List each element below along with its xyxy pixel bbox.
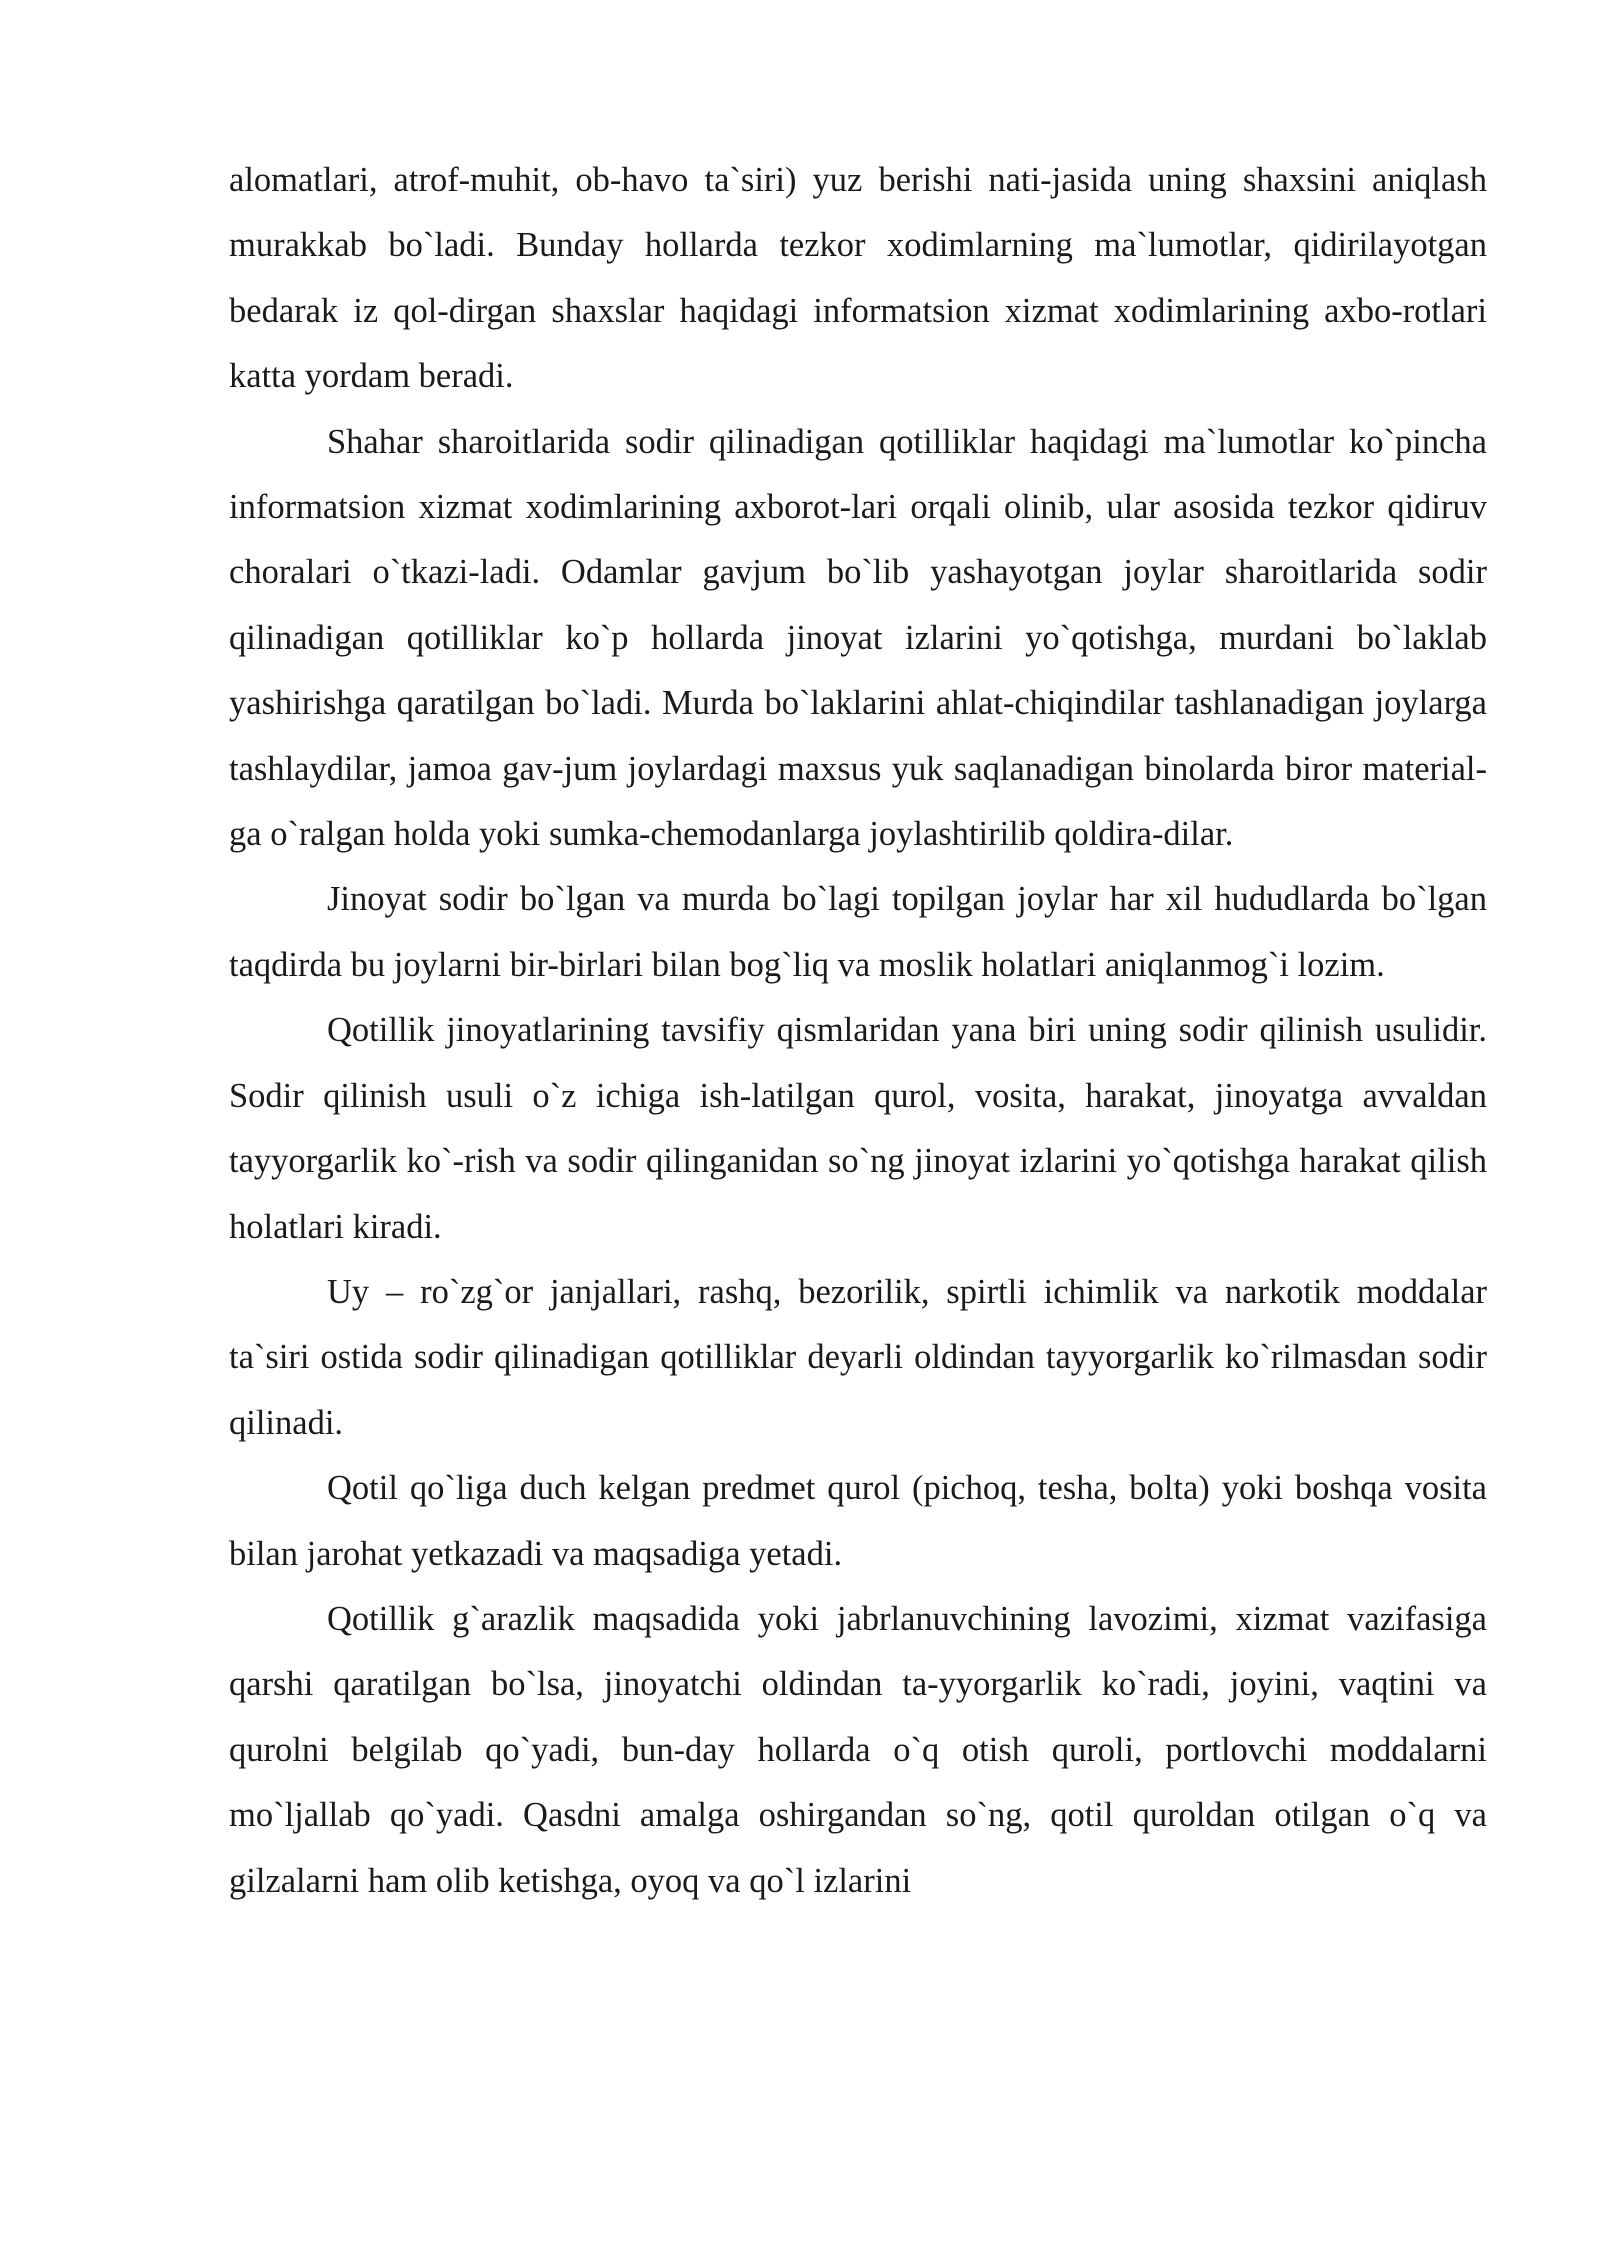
paragraph: Shahar sharoitlarida sodir qilinadigan qotilliklar haqidagi ma`lumotlar ko`pincha informatsion xizmat xodimlarining axborot-lari orqali olinib, ular asosida tezkor qidiruv choralari o`tkazi-ladi. Odamlar gavjum bo`lib yashayotgan joylar sharoitlarida sodir qilinadigan qotilliklar ko`p hollarda jinoyat izlarini yo`qotishga, murdani bo`laklab yashirishga qaratilgan bo`ladi. Murda bo`laklarini ahlat-chiqindilar tashlanadigan joylarga tashlaydilar, jamoa gav-jum joylardagi maxsus yuk saqlanadigan binolarda biror material-ga o`ralgan holda yoki sumka-chemodanlarga joylashtirilib qoldira-dilar. <box>229 422 1487 854</box>
paragraph: Jinoyat sodir bo`lgan va murda bo`lagi topilgan joylar har xil hududlarda bo`lgan taqdirda bu joylarni bir-birlari bilan bog`liq va moslik holatlari aniqlanmog`i lozim. <box>229 880 1487 984</box>
paragraph: Qotillik g`arazlik maqsadida yoki jabrlanuvchining lavozimi, xizmat vazifasiga qarshi qaratilgan bo`lsa, jinoyatchi oldindan ta-yyorgarlik ko`radi, joyini, vaqtini va qurolni belgilab qo`yadi, bun-day hollarda o`q otish quroli, portlovchi moddalarni mo`ljallab qo`yadi. Qasdni amalga oshirgandan so`ng, qotil quroldan otilgan o`q va gilzalarni ham olib ketishga, oyoq va qo`l izlarini <box>229 1599 1487 1900</box>
document-page <box>229 148 1487 1914</box>
paragraph: Qotillik jinoyatlarining tavsifiy qismlaridan yana biri uning sodir qilinish usulidir. Sodir qilinish usuli o`z ichiga ish-latilgan qurol, vosita, harakat, jinoyatga avvaldan tayyorgarlik ko`-rish va sodir qilinganidan so`ng jinoyat izlarini yo`qotishga harakat qilish holatlari kiradi. <box>229 1011 1487 1246</box>
paragraph-continuation: alomatlari, atrof-muhit, ob-havo ta`siri) yuz berishi nati-jasida uning shaxsini aniqlash murakkab bo`ladi. Bunday hollarda tezkor xodimlarning ma`lumotlar, qidirilayotgan bedarak iz qol-dirgan shaxslar haqidagi informatsion xizmat xodimlarining axbo-rotlari katta yordam beradi. <box>229 161 1487 396</box>
paragraph: Uy – ro`zg`or janjallari, rashq, bezorilik, spirtli ichimlik va narkotik moddalar ta`siri ostida sodir qilinadigan qotilliklar deyarli oldindan tayyorgarlik ko`rilmasdan sodir qilinadi. <box>229 1272 1487 1442</box>
paragraph: Qotil qo`liga duch kelgan predmet qurol (pichoq, tesha, bolta) yoki boshqa vosita bilan jarohat yetkazadi va maqsadiga yetadi. <box>229 1469 1487 1573</box>
